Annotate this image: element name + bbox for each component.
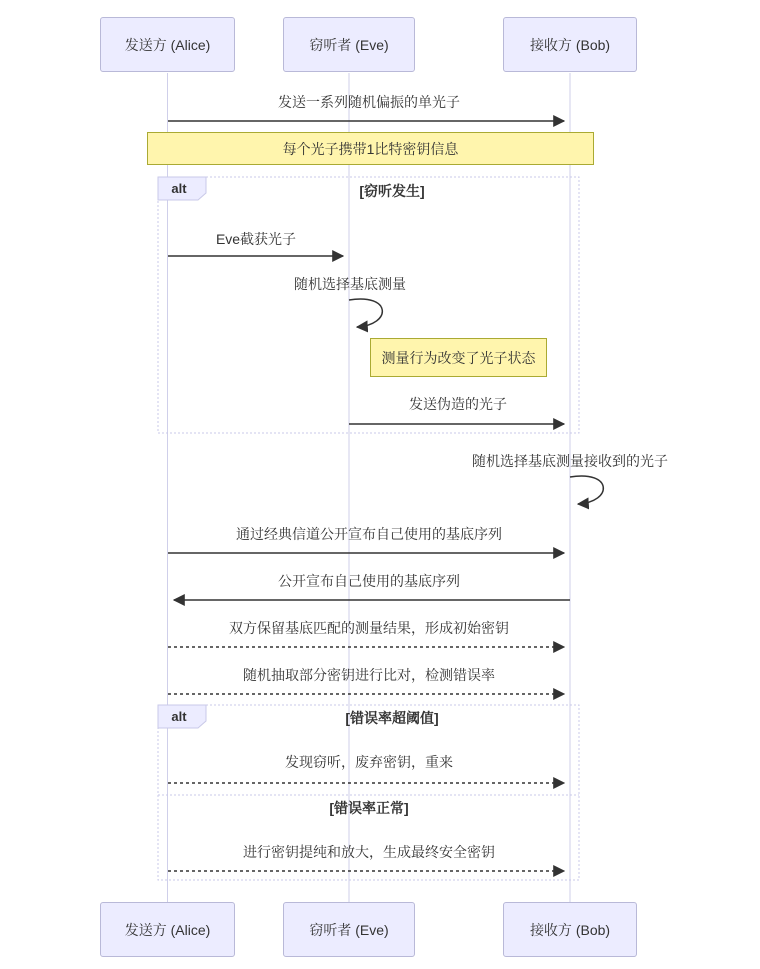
alt-frame-2-label: alt	[171, 709, 187, 724]
message-label-fake-photons: 发送伪造的光子	[409, 396, 507, 412]
message-label-announce-alice: 通过经典信道公开宣布自己使用的基底序列	[236, 526, 502, 542]
message-label-keep-matching: 双方保留基底匹配的测量结果，形成初始密钥	[229, 620, 509, 636]
message-label-send-photons: 发送一系列随机偏振的单光子	[278, 94, 460, 110]
note-over-all: 每个光子携带1比特密钥信息	[147, 132, 594, 165]
alt-frame-1-label: alt	[171, 181, 187, 196]
actor-box-alice-bottom: 发送方 (Alice)	[100, 902, 235, 957]
self-loop-bob	[570, 476, 603, 504]
alt-frame-1	[158, 177, 579, 433]
actor-box-alice-top: 发送方 (Alice)	[100, 17, 235, 72]
message-label-eve-intercept: Eve截获光子	[215, 231, 297, 247]
message-label-bob-measure: 随机选择基底测量接收到的光子	[472, 453, 668, 469]
note-right-of-eve: 测量行为改变了光子状态	[370, 338, 547, 377]
alt-frame-1-condition: [窃听发生]	[359, 183, 425, 199]
actor-box-eve-top: 窃听者 (Eve)	[283, 17, 415, 72]
message-label-discard-key: 发现窃听，废弃密钥，重来	[285, 754, 453, 770]
self-loop-eve	[349, 299, 382, 327]
alt-frame-2-condition-2: [错误率正常]	[329, 800, 409, 816]
actor-box-eve-bottom: 窃听者 (Eve)	[283, 902, 415, 957]
message-label-final-key: 进行密钥提纯和放大，生成最终安全密钥	[243, 844, 495, 860]
message-label-announce-bob: 公开宣布自己使用的基底序列	[278, 573, 460, 589]
actor-box-bob-top: 接收方 (Bob)	[503, 17, 637, 72]
message-label-compare-error-rate: 随机抽取部分密钥进行比对，检测错误率	[243, 667, 495, 683]
actor-box-bob-bottom: 接收方 (Bob)	[503, 902, 637, 957]
alt-frame-2-condition-1: [错误率超阈值]	[345, 710, 439, 726]
message-label-eve-measure: 随机选择基底测量	[294, 276, 406, 292]
